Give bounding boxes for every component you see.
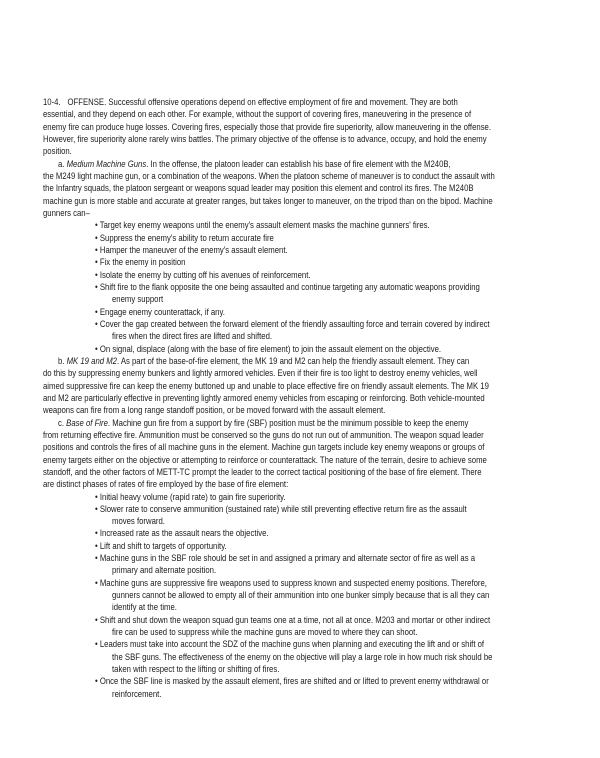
bullet-line: • Machine guns in the SBF role should be set in and assigned a primary and alternate sector of fire as well as a [95,553,476,564]
text-line: the SBF guns. The effectiveness of the enemy on the objective will play a large role in how much risk should be [112,651,493,662]
document-content [0,96,600,700]
bullet-line: • Isolate the enemy by cutting off his avenues of reinforcement. [95,269,311,280]
bullet-line: • Slower rate to conserve ammunition (sustained rate) while still preventing effective return fire as the assault [95,503,467,514]
bullet-line: • Engage enemy counterattack, if any. [95,306,225,317]
text-line: c. Base of Fire. Machine gun fire from a support by fire (SBF) position must be the minimum possible to keep the enemy [58,417,469,428]
bullet-line: • Lift and shift to targets of opportunity. [95,540,227,551]
bullet-line: • Once the SBF line is masked by the assault element, fires are shifted and or lifted to prevent enemy withdrawal or [95,676,489,687]
text-line: standoff, and the other factors of METT-TC prompt the leader to the correct tactical positioning of the base of fire element. There [43,466,482,477]
bullet-line: • On signal, displace (along with the base of fire element) to join the assault element on the objective. [95,343,442,354]
text-line: enemy targets either on the objective or attempting to reinforce or counterattack. The nature of the terrain, desire to achieve some [43,454,487,465]
text-line: enemy fire can produce huge losses. Covering fires, especially those that provide fire superiority, allow maneuvering in the offense. [43,121,492,132]
text-line: moves forward. [112,516,165,527]
bullet-line: • Hamper the maneuver of the enemy's assault element. [95,244,288,255]
text-line: machine gun is more stable and accurate at greater ranges, but takes longer to maneuver, on the tripod than on the bipod. Machine [43,195,493,206]
text-line: the Infantry squads, the platoon sergeant or weapons squad leader may position this element and control its fires. The M240B [43,183,474,194]
bullet-line: • Leaders must take into account the SDZ of the machine guns when planning and executing the lift and or shift of [95,639,485,650]
text-line: gunners can– [43,207,90,218]
text-line: However, fire superiority alone rarely wins battles. The primary objective of the offense is to advance, occupy, and hold the enemy [43,133,487,144]
text-line: 10-4. OFFENSE. Successful offensive operations depend on effective employment of fire and movement. They are both [43,97,458,107]
text-line: are distinct phases of rates of fire employed by the base of fire element: [43,479,289,490]
text-line: taken with respect to the lifting or shifting of fires. [112,664,280,675]
text-line: position. [43,146,72,157]
bullet-list [0,491,600,701]
text-line: weapons can fire from a long range standoff position, or be moved forward with the assault element. [43,405,386,416]
text-line: aimed suppressive fire can keep the enemy buttoned up and unable to place effective fire on friendly assault elements. The MK 19 [43,380,489,391]
text-line: gunners cannot be allowed to empty all of their ammunition into one bunker simply because that is all they can [112,590,490,601]
text-line: positions and controls the fires of all machine guns in the element. Machine gun targets include key enemy weapons or groups of [43,442,485,453]
text-line: enemy support [112,294,164,305]
text-line: from returning effective fire. Ammunition must be conserved so the guns do not run out of ammunition. The weapon squad leader [43,429,484,440]
text-line: a. Medium Machine Guns. In the offense, the platoon leader can establish his base of fire element with the M240B, [58,158,451,169]
paragraph [0,96,600,158]
paragraph [0,417,600,491]
paragraph [0,158,600,220]
paragraph [0,355,600,417]
bullet-list [0,219,600,355]
text-line: the M249 light machine gun, or a combination of the weapons. When the platoon scheme of maneuver is to conduct the assault with [43,170,495,181]
bullet-line: • Shift and shut down the weapon squad gun teams one at a time, not all at once. M203 and mortar or other indirect [95,614,491,625]
text-line: b. MK 19 and M2. As part of the base-of-fire element, the MK 19 and M2 can help the friendly assault element. They can [58,355,470,366]
bullet-line: • Target key enemy weapons until the enemy's assault element masks the machine gunners' fires. [95,220,430,231]
bullet-line: • Fix the enemy in position [95,257,186,268]
bullet-line: • Machine guns are suppressive fire weapons used to suppress known and suspected enemy positions. Therefore, [95,577,487,588]
bullet-line: • Cover the gap created between the forward element of the friendly assaulting force and terrain covered by indirect [95,318,490,329]
bullet-line: • Increased rate as the assault nears the objective. [95,528,269,539]
text-line: primary and alternate position. [112,565,217,576]
bullet-line: • Suppress the enemy's ability to return accurate fire [95,232,274,243]
text-line: and M2 are particularly effective in preventing lightly armored enemy vehicles from escaping or reinforcing. Both vehicle-mounted [43,392,485,403]
bullet-line: • Initial heavy volume (rapid rate) to gain fire superiority. [95,491,286,502]
text-line: fire can be used to suppress while the machine guns are moved to where they can shoot. [112,627,418,638]
text-line: reinforcement. [112,688,162,699]
text-line: identify at the time. [112,602,177,613]
text-line: fires when the direct fires are lifted and shifted. [112,331,273,342]
text-line: do this by suppressing enemy bunkers and lightly armored vehicles. Even if their fire is too light to destroy enemy vehicles, well [43,368,478,379]
text-line: essential, and they depend on each other. For example, without the support of covering fires, maneuvering in the presence of [43,109,472,120]
bullet-line: • Shift fire to the flank opposite the one being assaulted and continue targeting any automatic weapons providing [95,281,480,292]
